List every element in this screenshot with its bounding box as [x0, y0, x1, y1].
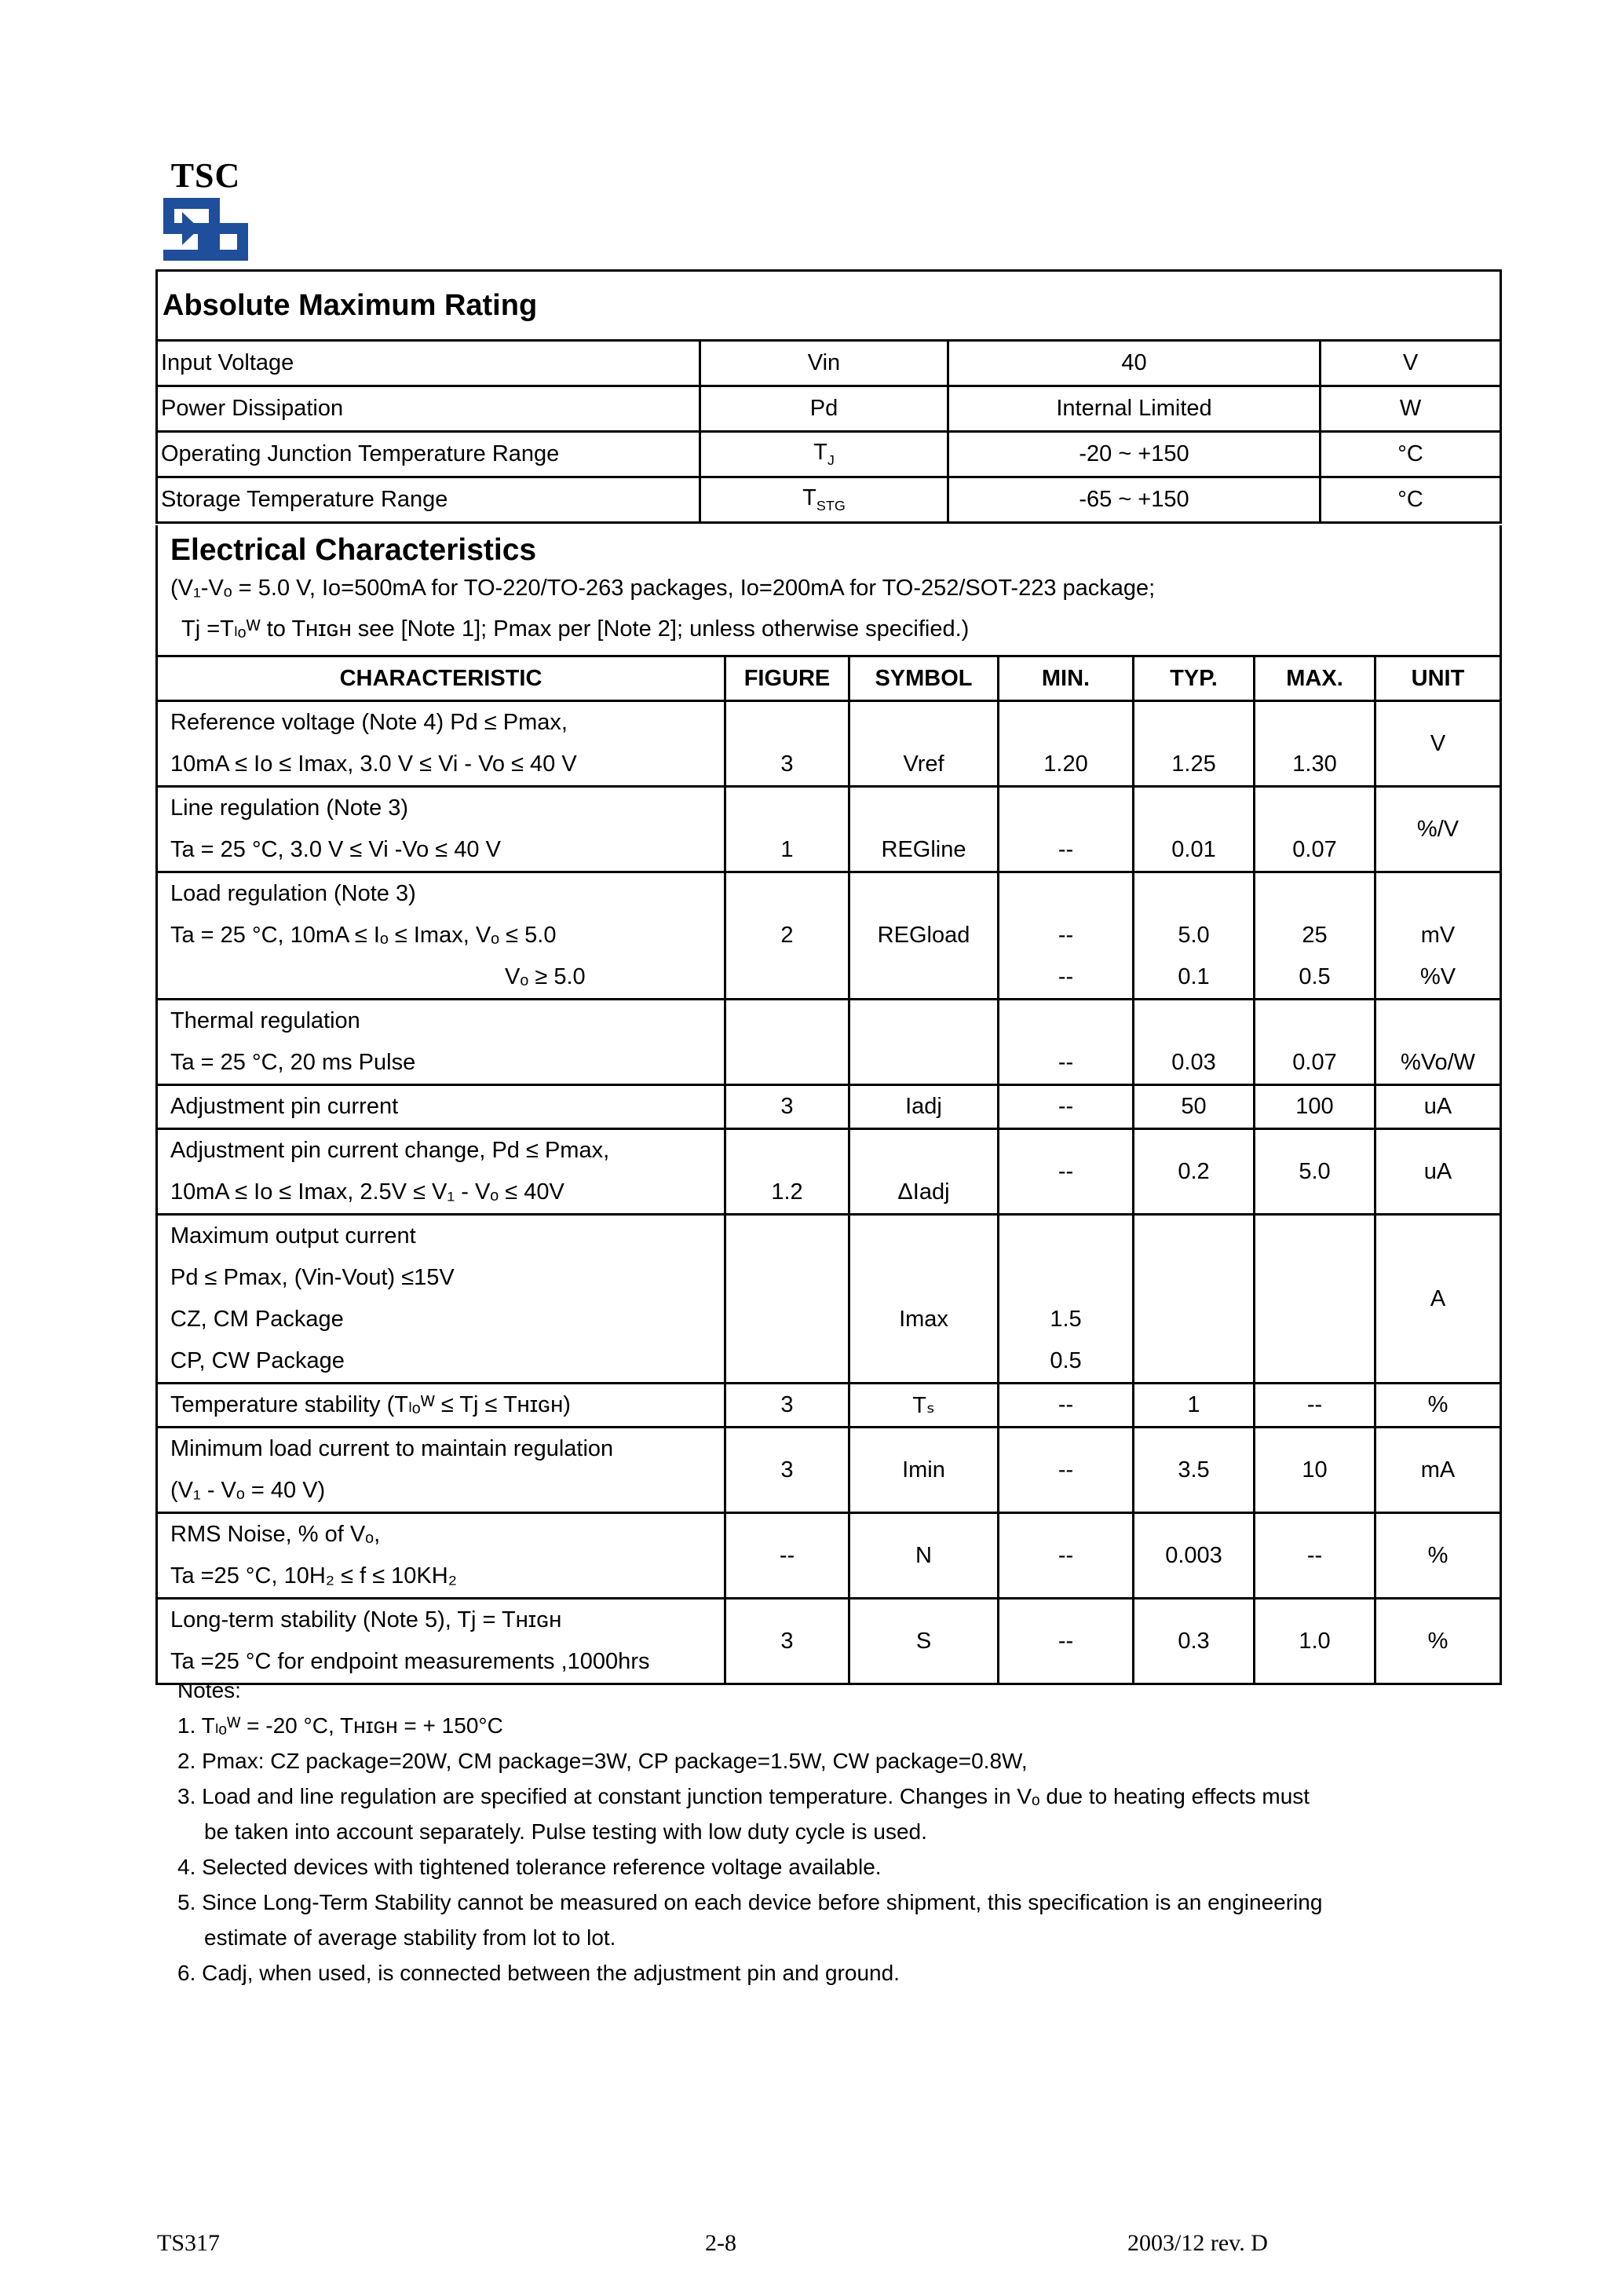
value-cell: Internal Limited — [948, 386, 1321, 432]
char-line: Thermal regulation — [170, 1008, 360, 1033]
char-line: 10mA ≤ Io ≤ Imax, 2.5V ≤ V₁ - Vₒ ≤ 40V — [170, 1179, 564, 1205]
table-row — [157, 1215, 1501, 1384]
unit-cell: °C — [1321, 477, 1501, 523]
symbol-sub: J — [827, 452, 835, 468]
unit-cell: % — [1375, 1384, 1501, 1428]
min-cell — [999, 1215, 1134, 1384]
col-header: MAX. — [1255, 656, 1375, 701]
value: 1.2 — [771, 1179, 803, 1205]
unit-cell: uA — [1375, 1129, 1501, 1215]
table-row — [157, 432, 1501, 477]
char-cell — [157, 787, 725, 872]
table-row — [157, 477, 1501, 523]
table-row — [157, 1085, 1501, 1129]
notes-title: Notes: — [177, 1678, 241, 1702]
max-cell: -- — [1255, 1384, 1375, 1428]
symbol-cell: Vin — [700, 341, 948, 386]
typ-cell: 0.2 — [1134, 1129, 1255, 1215]
typ-cell — [1134, 787, 1255, 872]
symbol-cell — [849, 1129, 999, 1215]
char-line: CZ, CM Package — [170, 1307, 344, 1332]
value: %Vo/W — [1400, 1050, 1476, 1075]
unit-cell — [1375, 1000, 1501, 1085]
max-cell — [1255, 1215, 1375, 1384]
value: 1.25 — [1171, 751, 1216, 777]
unit-cell: W — [1321, 386, 1501, 432]
typ-cell: 3.5 — [1134, 1428, 1255, 1513]
char-cell — [157, 872, 725, 1000]
table-row — [157, 386, 1501, 432]
param-cell: Input Voltage — [157, 341, 700, 386]
value: 0.03 — [1171, 1050, 1216, 1075]
min-cell — [999, 787, 1134, 872]
char-line: Adjustment pin current change, Pd ≤ Pmax, — [170, 1138, 610, 1163]
value: Vref — [903, 751, 944, 777]
value: 1.5 — [1050, 1307, 1082, 1332]
conditions-line-1: (V₁-Vₒ = 5.0 V, Io=500mA for TO-220/TO-263 packages, Io=200mA for TO-252/SOT-223 package; — [170, 576, 1156, 601]
value: 25 — [1302, 923, 1328, 948]
note-5-cont: estimate of average stability from lot to lot. — [204, 1925, 616, 1950]
typ-cell: 0.003 — [1134, 1513, 1255, 1599]
tsc-emblem-icon — [159, 195, 253, 264]
note-6: 6. Cadj, when used, is connected between the adjustment pin and ground. — [177, 1961, 900, 1985]
value-cell: -65 ~ +150 — [948, 477, 1321, 523]
char-cell — [157, 701, 725, 787]
value: 3 — [780, 751, 794, 777]
figure-cell: 3 — [725, 1599, 849, 1684]
unit-cell: % — [1375, 1599, 1501, 1684]
max-cell — [1255, 872, 1375, 1000]
value: 1.20 — [1043, 751, 1088, 777]
value: mV — [1420, 923, 1456, 948]
value-cell: 40 — [948, 341, 1321, 386]
unit-cell: °C — [1321, 432, 1501, 477]
value: 2 — [780, 923, 794, 948]
electrical-title: Electrical Characteristics — [170, 533, 537, 567]
value: REGline — [881, 837, 966, 862]
char-line: Line regulation (Note 3) — [170, 795, 409, 821]
symbol-cell — [849, 787, 999, 872]
unit-cell: V — [1375, 701, 1501, 787]
min-cell — [999, 872, 1134, 1000]
char-line: Adjustment pin current — [170, 1094, 399, 1119]
symbol-main: T — [802, 485, 816, 511]
table-row — [157, 1513, 1501, 1599]
figure-cell: 3 — [725, 1085, 849, 1129]
char-line: Ta = 25 °C, 10mA ≤ Iₒ ≤ Imax, Vₒ ≤ 5.0 — [170, 923, 557, 948]
min-cell: -- — [999, 1085, 1134, 1129]
figure-cell: 3 — [725, 1384, 849, 1428]
unit-cell: mA — [1375, 1428, 1501, 1513]
header-row — [157, 656, 1501, 701]
table-row — [157, 872, 1501, 1000]
symbol-cell — [849, 1215, 999, 1384]
symbol-cell — [849, 1000, 999, 1085]
char-cell — [157, 1428, 725, 1513]
symbol-cell: S — [849, 1599, 999, 1684]
typ-cell — [1134, 1215, 1255, 1384]
char-cell — [157, 1000, 725, 1085]
value: 0.5 — [1299, 964, 1331, 989]
value: 1 — [780, 837, 794, 862]
char-line: Ta =25 °C, 10H₂ ≤ f ≤ 10KH₂ — [170, 1563, 457, 1589]
col-header: MIN. — [999, 656, 1134, 701]
col-header: SYMBOL — [849, 656, 999, 701]
absolute-max-rating-table — [155, 269, 1502, 524]
symbol-cell — [849, 872, 999, 1000]
symbol-cell: Tₛ — [849, 1384, 999, 1428]
max-cell — [1255, 701, 1375, 787]
absolute-max-title: Absolute Maximum Rating — [157, 271, 1501, 341]
table-row — [157, 341, 1501, 386]
note-1: 1. Tₗₒᵂ = -20 °C, Tʜɪɢʜ = + 150°C — [177, 1713, 503, 1738]
note-5: 5. Since Long-Term Stability cannot be measured on each device before shipment, this specification is an engineering — [177, 1890, 1323, 1914]
unit-cell: uA — [1375, 1085, 1501, 1129]
char-line: Ta = 25 °C, 20 ms Pulse — [170, 1050, 416, 1075]
char-line: Pd ≤ Pmax, (Vin-Vout) ≤15V — [170, 1265, 455, 1290]
char-line: 10mA ≤ Io ≤ Imax, 3.0 V ≤ Vi - Vo ≤ 40 V — [170, 751, 577, 777]
symbol-cell: Imin — [849, 1428, 999, 1513]
symbol-cell: Pd — [700, 386, 948, 432]
electrical-characteristics-table — [155, 525, 1502, 1685]
table-row — [157, 1599, 1501, 1684]
char-line: Ta =25 °C for endpoint measurements ,1000hrs — [170, 1649, 650, 1674]
symbol-sub: STG — [816, 497, 846, 514]
char-line: Vₒ ≥ 5.0 — [505, 964, 586, 989]
char-cell — [157, 1085, 725, 1129]
typ-cell — [1134, 1000, 1255, 1085]
value: -- — [1058, 964, 1074, 989]
char-line: Minimum load current to maintain regulation — [170, 1436, 614, 1461]
figure-cell — [725, 1129, 849, 1215]
value: -- — [1058, 923, 1074, 948]
param-cell: Storage Temperature Range — [157, 477, 700, 523]
value: -- — [1058, 1050, 1074, 1075]
char-cell — [157, 1384, 725, 1428]
max-cell: 1.0 — [1255, 1599, 1375, 1684]
char-line: Reference voltage (Note 4) Pd ≤ Pmax, — [170, 710, 568, 735]
param-cell: Operating Junction Temperature Range — [157, 432, 700, 477]
char-line: Maximum output current — [170, 1223, 416, 1249]
max-cell: -- — [1255, 1513, 1375, 1599]
col-header: FIGURE — [725, 656, 849, 701]
char-cell — [157, 1513, 725, 1599]
value: 0.07 — [1292, 1050, 1337, 1075]
unit-cell: %/V — [1375, 787, 1501, 872]
table-row — [157, 1129, 1501, 1215]
char-cell — [157, 1215, 725, 1384]
col-header: TYP. — [1134, 656, 1255, 701]
value: 0.5 — [1050, 1348, 1082, 1373]
char-line: RMS Noise, % of Vₒ, — [170, 1522, 381, 1547]
value: ΔIadj — [897, 1179, 950, 1205]
value-cell: -20 ~ +150 — [948, 432, 1321, 477]
value: %V — [1419, 964, 1456, 989]
notes-section — [177, 1673, 1496, 1991]
typ-cell — [1134, 872, 1255, 1000]
max-cell: 10 — [1255, 1428, 1375, 1513]
col-header: UNIT — [1375, 656, 1501, 701]
table-row — [157, 701, 1501, 787]
figure-cell — [725, 1000, 849, 1085]
char-line: (V₁ - Vₒ = 40 V) — [170, 1478, 326, 1503]
char-line: Load regulation (Note 3) — [170, 881, 416, 906]
table-row — [157, 1384, 1501, 1428]
min-cell: -- — [999, 1129, 1134, 1215]
footer-part-number: TS317 — [157, 2230, 221, 2256]
min-cell: -- — [999, 1428, 1134, 1513]
min-cell: -- — [999, 1384, 1134, 1428]
typ-cell: 0.3 — [1134, 1599, 1255, 1684]
electrical-header-block — [157, 525, 1501, 656]
figure-cell — [725, 872, 849, 1000]
unit-cell — [1375, 872, 1501, 1000]
min-cell — [999, 1000, 1134, 1085]
char-cell — [157, 1129, 725, 1215]
table-row — [157, 1428, 1501, 1513]
max-cell: 100 — [1255, 1085, 1375, 1129]
col-header: CHARACTERISTIC — [157, 656, 725, 701]
char-line: Ta = 25 °C, 3.0 V ≤ Vi -Vo ≤ 40 V — [170, 837, 501, 862]
char-line: CP, CW Package — [170, 1348, 345, 1373]
figure-cell: -- — [725, 1513, 849, 1599]
value: 1.30 — [1292, 751, 1337, 777]
symbol-cell: N — [849, 1513, 999, 1599]
footer-revision: 2003/12 rev. D — [1127, 2230, 1268, 2256]
figure-cell — [725, 1215, 849, 1384]
max-cell — [1255, 1000, 1375, 1085]
typ-cell: 50 — [1134, 1085, 1255, 1129]
footer-page-number: 2-8 — [705, 2230, 736, 2256]
min-cell: -- — [999, 1599, 1134, 1684]
figure-cell: 3 — [725, 1428, 849, 1513]
value: Imax — [899, 1307, 948, 1332]
symbol-cell — [700, 432, 948, 477]
min-cell: -- — [999, 1513, 1134, 1599]
value: REGload — [877, 923, 970, 948]
char-line: Temperature stability (Tₗₒᵂ ≤ Tj ≤ Tʜɪɢʜ) — [170, 1392, 571, 1417]
typ-cell — [1134, 701, 1255, 787]
char-line: Long-term stability (Note 5), Tj = Tʜɪɢʜ — [170, 1607, 562, 1632]
value: 0.1 — [1178, 964, 1210, 989]
param-cell: Power Dissipation — [157, 386, 700, 432]
symbol-main: T — [813, 440, 827, 466]
value: -- — [1058, 837, 1074, 862]
char-cell — [157, 1599, 725, 1684]
conditions-line-2: Tj =Tₗₒᵂ to Tʜɪɢʜ see [Note 1]; Pmax per [Note 2]; unless otherwise specified.) — [181, 616, 970, 642]
figure-cell — [725, 701, 849, 787]
unit-cell: V — [1321, 341, 1501, 386]
figure-cell — [725, 787, 849, 872]
note-3-cont: be taken into account separately. Pulse testing with low duty cycle is used. — [204, 1819, 927, 1844]
max-cell — [1255, 787, 1375, 872]
note-3: 3. Load and line regulation are specified at constant junction temperature. Changes in Vₒ due to heating effects must — [177, 1784, 1310, 1808]
unit-cell: % — [1375, 1513, 1501, 1599]
note-4: 4. Selected devices with tightened tolerance reference voltage available. — [177, 1855, 882, 1879]
table-row — [157, 787, 1501, 872]
tsc-logo — [159, 155, 253, 265]
value: 0.01 — [1171, 837, 1216, 862]
typ-cell: 1 — [1134, 1384, 1255, 1428]
note-2: 2. Pmax: CZ package=20W, CM package=3W, CP package=1.5W, CW package=0.8W, — [177, 1749, 1028, 1773]
symbol-cell: Iadj — [849, 1085, 999, 1129]
min-cell — [999, 701, 1134, 787]
table-row — [157, 1000, 1501, 1085]
unit-cell: A — [1375, 1215, 1501, 1384]
value: 5.0 — [1178, 923, 1210, 948]
max-cell: 5.0 — [1255, 1129, 1375, 1215]
value: 0.07 — [1292, 837, 1337, 862]
symbol-cell — [700, 477, 948, 523]
symbol-cell — [849, 701, 999, 787]
logo-text: TSC — [170, 156, 241, 195]
